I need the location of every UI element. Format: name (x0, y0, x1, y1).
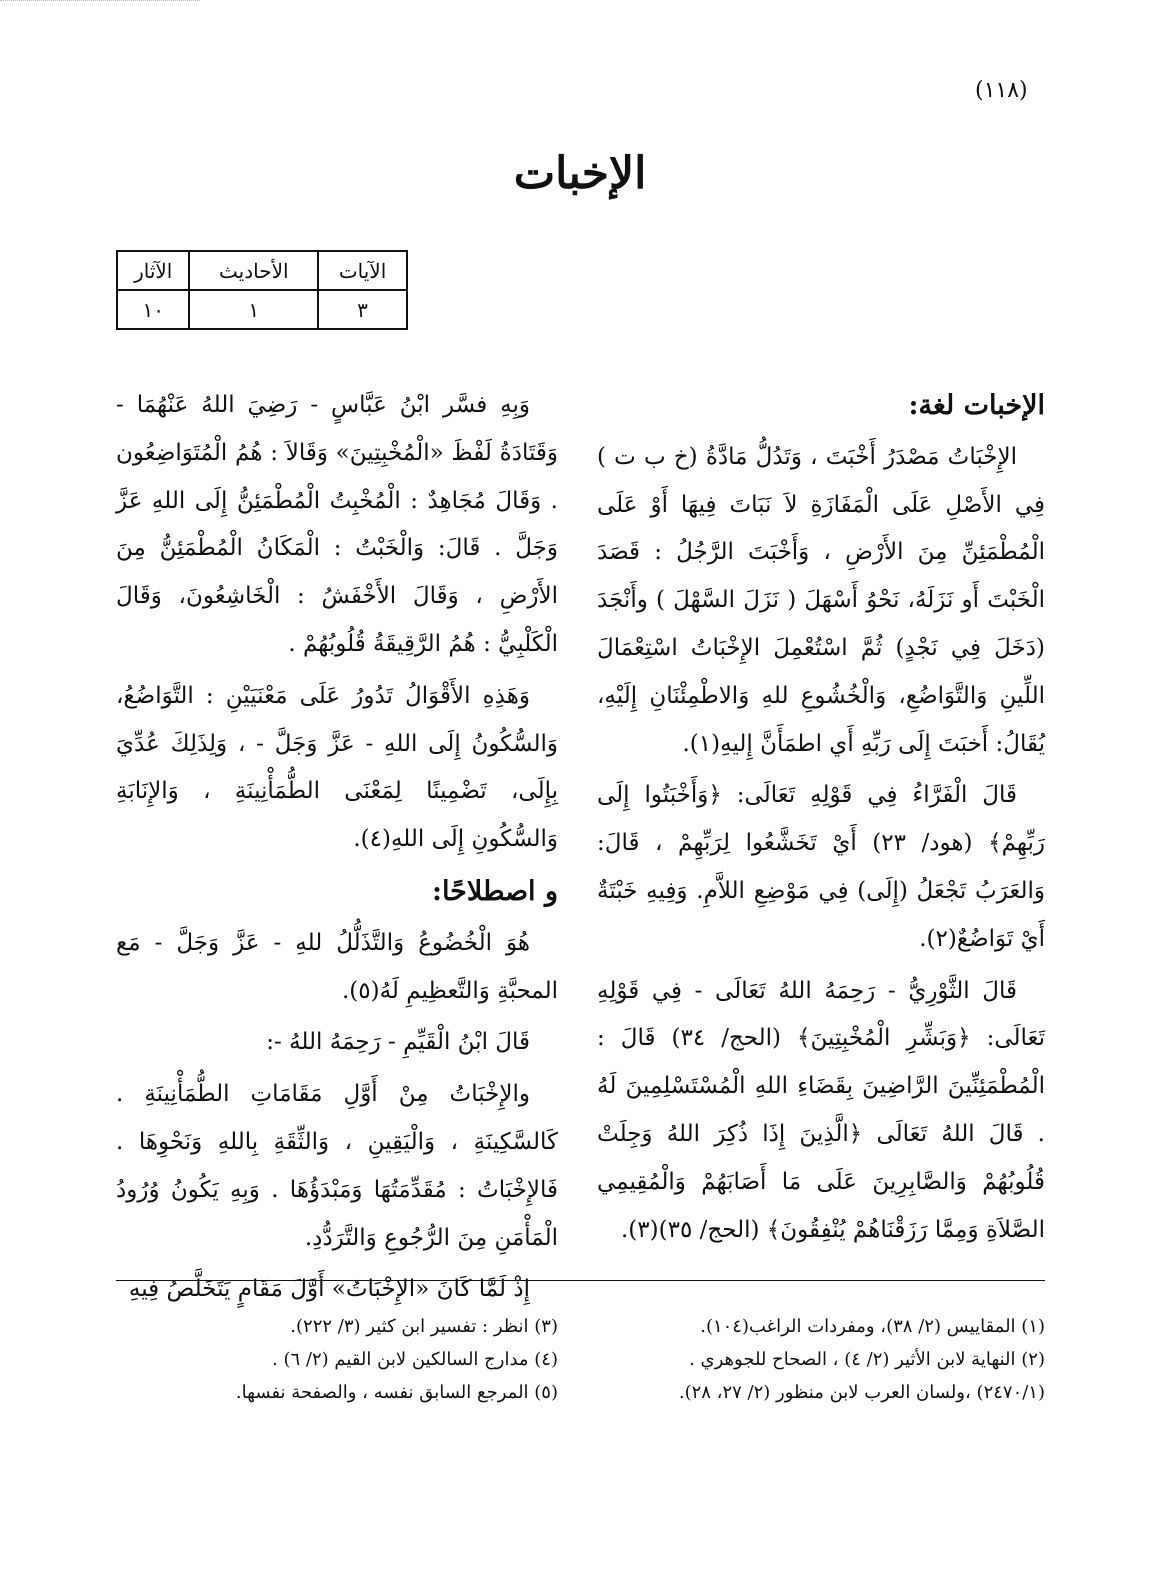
paragraph: الإِخْبَاتُ مَصْدَرُ أَخْبَتَ ، وَتَدُلُّ مَادَّةُ (خ ب ت ) فِي الأَصْلِ عَلَى الْمَفَازَةِ لاَ نَبَاتَ فِيهَا أَوْ عَلَى الْمُطْمَئِنِّ مِنَ الأَرْضِ ، وَأَخْبَتَ الرَّجُلُ : قَصَدَ الْخَبْتَ أَو نَزَلَهُ، نَحْوُ أَسْهَلَ ( نَزَلَ السَّهْلَ ) وأَنْجَدَ (دَخَلَ فِي نَجْدٍ) ثُمَّ اسْتُعْمِلَ الإِخْبَاتُ اسْتِعْمَالَ اللِّينِ وَالتَّوَاضُعِ، وَالْخُشُوعِ للهِ وَالاطْمِئْنَانِ إِلَيْهِ، يُقَالُ: أَخبَتَ إِلَى رَبِّهِ أَي اطمَأَنَّ إِليهِ(١). (597, 443, 1046, 757)
paragraph: وَبِهِ فسَّر ابْنُ عَبَّاسٍ - رَضِيَ اللهُ عَنْهُمَا - وَقَتَادَةُ لَفْظَ «الْمُخْبِتِينَ» وَقَالاَ : هُمُ الْمُتَوَاضِعُون . وَقَالَ مُجَاهِدٌ : الْمُخْبِتُ الْمُطْمَئِنُّ إِلَى اللهِ عَزَّ وَجَلَّ . قَالَ: وَالْخَبْتُ : الْمَكَانُ الْمُطْمَئِنُّ مِنَ الأَرْضِ ، وَقَالَ الأَخْفَشُ : الْخَاشِعُونَ، وَقَالَ الْكَلْبِيُّ : هُمُ الرَّقِيقَةُ قُلُوبُهُمْ . (116, 392, 558, 657)
paragraph: هُوَ الْخُضُوعُ وَالتَّذَلُّلُ للهِ - عَزَّ وَجَلَّ - مَع المحبَّةِ وَالتَّعظِيمِ لَهُ(٥). (116, 929, 558, 1004)
footnote: (٤) مدارج السالكين لابن القيم (٢/ ٦) . (272, 1349, 558, 1370)
right-column (597, 382, 1045, 1258)
footnotes-right (597, 1310, 1045, 1409)
scan-edge-marks (0, 0, 200, 9)
header-athar: الآثار (117, 251, 189, 290)
value-ayat: ٣ (318, 290, 407, 329)
footnotes-left (116, 1310, 558, 1409)
paragraph: والإِخْبَاتُ مِنْ أَوَّلِ مَقَامَاتِ الطُّمَأْنِينَةِ . كَالسَّكِينَةِ ، وَالْيَقِينِ ، وَالثِّقَةِ بِاللهِ وَنَحْوِهَا . فَالإِخْبَاتُ : مُقَدِّمَتُهَا وَمَبْدَؤُهَا . وَبِهِ يَكُونُ وُرُودُ الْمَأْمَنِ مِنَ الرُّجُوعِ وَالتَّرَدُّدِ. (116, 1081, 558, 1251)
page-title: الإخبات (513, 148, 647, 199)
footnote-separator (116, 1280, 1045, 1281)
table-header-row (117, 251, 407, 290)
footnote: (٢) النهاية لابن الأثير (٢/ ٤) ، الصحاح للجوهري . (689, 1349, 1045, 1370)
heading-lugha: الإخبات لغة: (908, 390, 1045, 421)
value-athar: ١٠ (117, 290, 189, 329)
footnote: (٥) المرجع السابق نفسه ، والصفحة نفسها. (235, 1382, 558, 1403)
paragraph: قَالَ الْفَرَّاءُ فِي قَوْلِهِ تَعَالَى: ﴿وَأَخْبَتُوا إِلَى رَبِّهِمْ﴾ (هود/ ٢٣) أَيْ تَخَشَّعُوا لِرَبِّهِمْ ، قَالَ: وَالعَرَبُ تَجْعَلُ (إِلَى) فِي مَوْضِعِ اللاَّمِ. وَفِيهِ خَبْتَةٌ أَيْ تَوَاضُعٌ(٢). (597, 782, 1045, 952)
paragraph: إِذْ لَمَّا كَانَ «الإِخْبَاتُ» أَوَّلَ مَقَامٍ يَتَخَلَّصُ فِيهِ (128, 1276, 530, 1303)
table-value-row (117, 290, 407, 329)
counts-table (116, 250, 408, 330)
footnote: (٣) انظر : تفسير ابن كثير (٣/ ٢٢٢). (290, 1316, 558, 1337)
footnote: (٢٤٧٠/١) ،ولسان العرب لابن منظور (٢/ ٢٧، ٢٨). (678, 1382, 1045, 1403)
value-ahadith: ١ (189, 290, 318, 329)
header-ahadith: الأحاديث (189, 251, 318, 290)
heading-istilah: و اصطلاحًا: (431, 875, 558, 907)
page-number: (١١٨) (975, 78, 1028, 103)
header-ayat: الآيات (318, 251, 407, 290)
paragraph: قَالَ ابْنُ الْقَيِّمِ - رَحِمَهُ اللهُ -: (266, 1029, 530, 1056)
footnote: (١) المقاييس (٢/ ٣٨)، ومفردات الراغب(١٠٤). (700, 1316, 1045, 1337)
paragraph: قَالَ الثَّوْرِيُّ - رَحِمَهُ اللهُ تَعَالَى - فِي قَوْلِهِ تَعَالَى: ﴿وَبَشِّرِ الْمُخْبِتِينَ﴾ (الحج/ ٣٤) قَالَ : الْمُطْمَئِنِّينَ الرَّاضِينَ بِقَضَاءِ اللهِ الْمُسْتَسْلِمِينَ لَهُ . قَالَ اللهُ تَعَالَى ﴿الَّذِينَ إِذَا ذُكِرَ اللهُ وَجِلَتْ قُلُوبُهُمْ وَالصَّابِرِينَ عَلَى مَا أَصَابَهُمْ وَالْمُقِيمِي الصَّلاَةِ وَمِمَّا رَزَقْنَاهُمْ يُنْفِقُونَ﴾ (الحج/ ٣٥)(٣). (597, 977, 1046, 1243)
left-column (116, 382, 558, 1318)
paragraph: وَهَذِهِ الأَقْوَالُ تَدُورُ عَلَى مَعْنَيَيْنِ : التَّوَاضُعُ، وَالسُّكُونُ إِلَى اللهِ - عَزَّ وَجَلَّ - ، وَلِذَلِكَ عُدِّيَ بِإِلَى، تَضْمِينًا لِمَعْنَى الطُّمَأْنِينَةِ ، وَالإِنَابَةِ وَالسُّكُونِ إِلَى اللهِ(٤). (116, 682, 558, 853)
